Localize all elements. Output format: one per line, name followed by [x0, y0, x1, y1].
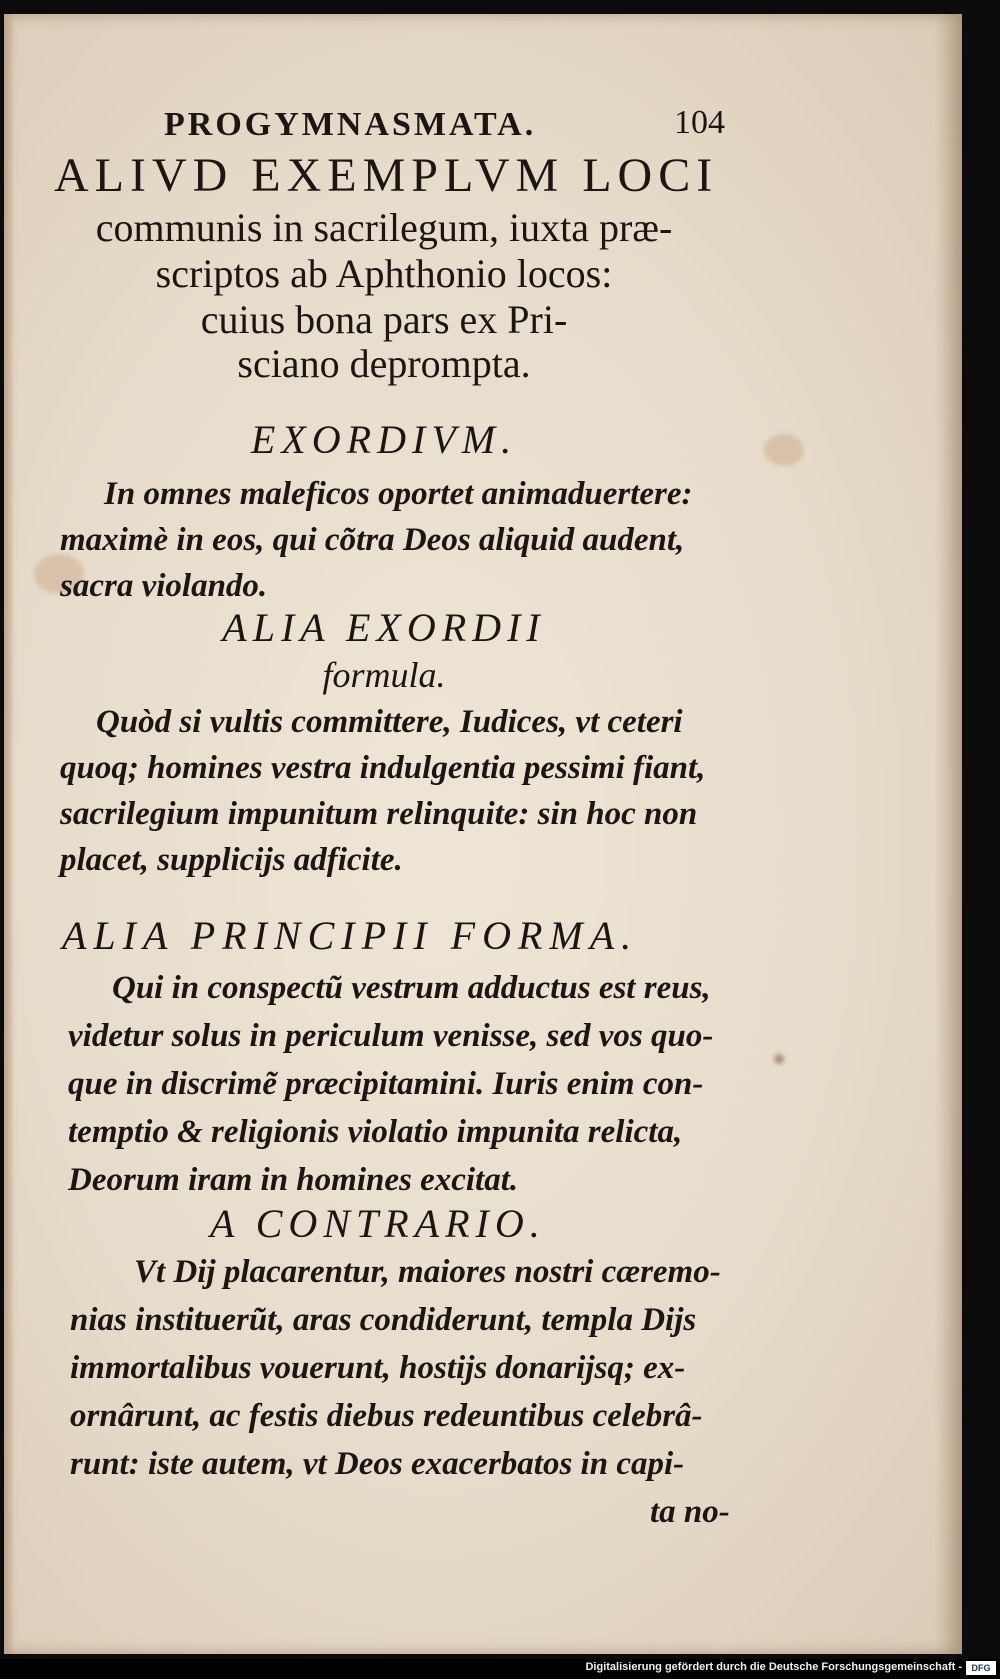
title-line: cuius bona pars ex Pri- [200, 297, 568, 342]
text-line: nias instituerũt, aras condiderunt, templa Dijs [70, 1302, 697, 1338]
page-edge-shadow [934, 14, 962, 1654]
section-subheading: formula. [322, 655, 446, 695]
section-heading: A CONTRARIO. [210, 1201, 546, 1246]
text-line: Deorum iram in homines excitat. [68, 1162, 519, 1198]
section-heading: EXORDIVM. [250, 417, 518, 462]
section-heading: ALIA PRINCIPII FORMA. [62, 913, 639, 958]
text-line: sacra violando. [60, 568, 268, 604]
catchword: ta no- [650, 1494, 730, 1530]
text-line: quoq; homines vestra indulgentia pessimi fiant, [60, 750, 706, 786]
paper-stain [764, 434, 804, 466]
text-line: runt: iste autem, vt Deos exacerbatos in capi- [70, 1446, 685, 1482]
text-line: maximè in eos, qui cõtra Deos aliquid audent, [60, 522, 685, 558]
text-line: placet, supplicijs adficite. [60, 842, 403, 878]
page-number: 104 [674, 104, 725, 141]
text-line: videtur solus in periculum venisse, sed vos quo- [68, 1018, 714, 1054]
title-line: sciano deprompta. [237, 341, 531, 386]
text-line: que in discrimẽ præcipitamini. Iuris enim con- [68, 1066, 704, 1102]
running-head: PROGYMNASMATA. [164, 106, 537, 143]
text-line: Qui in conspectũ vestrum adductus est reus, [112, 970, 711, 1006]
section-heading: ALIA EXORDII [222, 605, 546, 650]
text-line: Quòd si vultis committere, Iudices, vt ceteri [96, 704, 683, 740]
digitization-credit: Digitalisierung gefördert durch die Deutsche Forschungsgemeinschaft - [585, 1661, 962, 1673]
title-line: communis in sacrilegum, iuxta præ- [95, 205, 673, 250]
text-line: ornârunt, ac festis diebus redeuntibus celebrâ- [70, 1398, 703, 1434]
paper-stain [774, 1054, 784, 1064]
text-line: In omnes maleficos oportet animaduertere: [104, 476, 693, 512]
text-line: temptio & religionis violatio impunita relicta, [68, 1114, 683, 1150]
text-line: Vt Dij placarentur, maiores nostri cæremo- [134, 1254, 721, 1290]
title-line: ALIVD EXEMPLVM LOCI [54, 149, 719, 202]
dfg-logo: DFG [966, 1661, 996, 1675]
book-page [4, 14, 962, 1654]
text-line: immortalibus vouerunt, hostijs donarijsq; ex- [70, 1350, 686, 1386]
text-line: sacrilegium impunitum relinquite: sin hoc non [60, 796, 698, 832]
title-line: scriptos ab Aphthonio locos: [155, 251, 613, 296]
